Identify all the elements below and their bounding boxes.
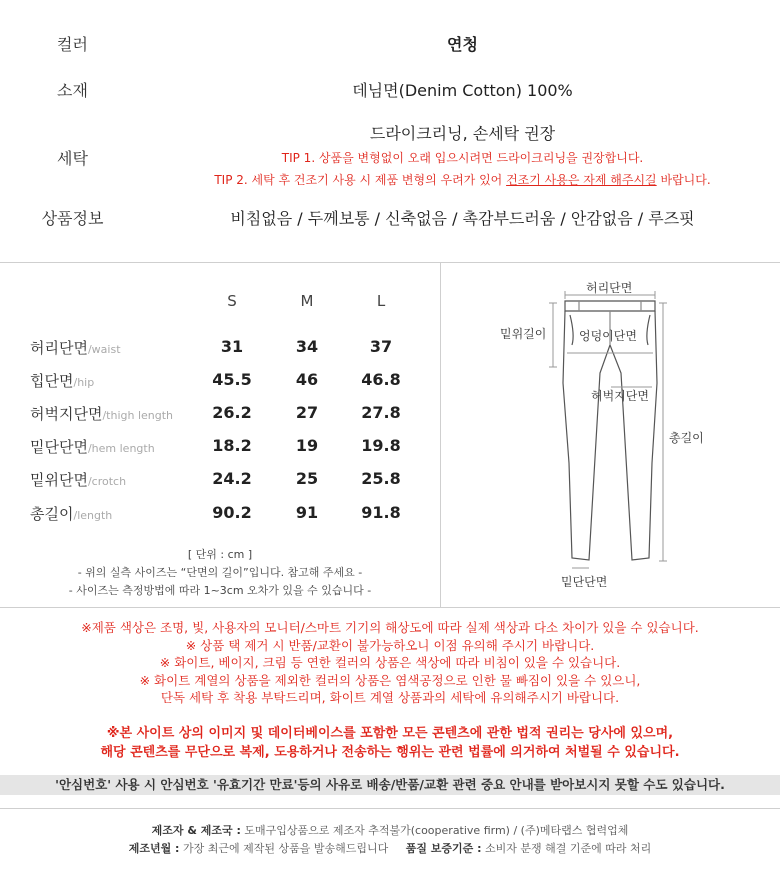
- size-row-label: [30, 503, 112, 524]
- date-value: 가장 최근에 제작된 상품을 발송해드립니다: [182, 842, 389, 855]
- size-value-l: 25.8: [361, 469, 401, 488]
- wash-tip-2-a: TIP 2. 세탁 후 건조기 사용 시 제품 변형의 우려가 있어: [214, 173, 507, 187]
- color-value: 연청: [447, 35, 478, 54]
- wash-tip-2-c: 바랍니다.: [656, 173, 711, 187]
- notice-wash: 단독 세탁 후 착용 부탁드리며, 화이트 계열 상품과의 세탁에 유의해주시기 바랍니다.: [160, 690, 620, 705]
- size-value-s: 18.2: [212, 436, 252, 455]
- footer-date-warranty: [0, 840, 780, 856]
- row-label-ko: 힙단면: [30, 372, 74, 390]
- date-label: 제조년월 :: [128, 842, 180, 855]
- warranty-label: 품질 보증기준 :: [405, 842, 482, 855]
- row-label-ko: 허리단면: [30, 339, 88, 357]
- size-header-s: S: [227, 292, 237, 310]
- size-value-s: 90.2: [212, 503, 252, 522]
- wash-tip-1: TIP 1. 상품을 변형없이 오래 입으시려면 드라이크리닝을 권장합니다.: [281, 151, 644, 165]
- notice-copyright-2: 해당 콘텐츠를 무단으로 복제, 도용하거나 전송하는 행위는 관련 법률에 의거하여 처벌될 수 있습니다.: [100, 745, 680, 760]
- size-value-s: 26.2: [212, 403, 252, 422]
- size-value-l: 37: [369, 337, 393, 356]
- size-header-l: L: [376, 292, 386, 310]
- diagram-label-length: 총길이: [669, 431, 704, 445]
- warranty-value: 소비자 분쟁 해결 기준에 따라 처리: [485, 842, 652, 855]
- product-value: 비침없음 / 두께보통 / 신축없음 / 촉감부드러움 / 안감없음 / 루즈핏: [230, 209, 695, 228]
- size-value-m: 27: [295, 403, 319, 422]
- size-row-label: [30, 403, 173, 424]
- size-row-length: [0, 503, 440, 527]
- pants-diagram: [441, 263, 780, 608]
- size-value-s: 45.5: [212, 370, 252, 389]
- size-value-s: 31: [220, 337, 244, 356]
- material-value: 데님면(Denim Cotton) 100%: [352, 81, 573, 100]
- size-row-label: [30, 469, 126, 490]
- row-label-en: /hip: [73, 376, 95, 389]
- size-value-l: 19.8: [361, 436, 401, 455]
- measure-note-1: - 위의 실측 사이즈는 “단면의 길이”입니다. 참고해 주세요 -: [77, 566, 363, 579]
- row-label-ko: 밑위단면: [30, 471, 88, 489]
- size-row-crotch: [0, 469, 440, 493]
- row-label-en: /hem length: [87, 442, 155, 455]
- row-label-en: /crotch: [87, 475, 127, 488]
- divider-bottom: [0, 607, 780, 608]
- maker-value: 도매구입상품으로 제조자 추적불가(cooperative firm) / (주)메타랩스 협력업체: [244, 824, 629, 837]
- size-row-label: [30, 370, 94, 391]
- size-value-m: 34: [295, 337, 319, 356]
- pants-outline: [441, 263, 780, 608]
- row-label-en: /waist: [87, 343, 121, 356]
- divider-footer: [0, 808, 780, 809]
- size-row-hem: [0, 436, 440, 460]
- measure-note-2: - 사이즈는 측정방법에 따라 1~3cm 오차가 있을 수 있습니다 -: [68, 584, 372, 597]
- notice-light-colors: ※ 화이트, 베이지, 크림 등 연한 컬러의 상품은 색상에 따라 비침이 있을 수 있습니다.: [159, 655, 621, 670]
- notice-tag: ※ 상품 택 제거 시 반품/교환이 불가능하오니 이점 유의해 주시기 바랍니다.: [185, 638, 595, 653]
- diagram-label-hip: 엉덩이단면: [579, 329, 637, 343]
- safe-number-notice: '안심번호' 사용 시 안심번호 '유효기간 만료'등의 사유로 배송/반품/교환 관련 중요 안내를 받아보시지 못할 수도 있습니다.: [0, 775, 780, 795]
- size-value-l: 27.8: [361, 403, 401, 422]
- size-value-l: 46.8: [361, 370, 401, 389]
- size-row-label: [30, 337, 121, 358]
- size-row-waist: [0, 337, 440, 361]
- row-label-ko: 허벅지단면: [30, 405, 103, 423]
- size-value-m: 19: [295, 436, 319, 455]
- diagram-label-hem: 밑단단면: [561, 575, 608, 589]
- size-row-thigh: [0, 403, 440, 427]
- material-label: 소재: [57, 81, 88, 100]
- size-row-label: [30, 436, 155, 457]
- size-value-m: 25: [295, 469, 319, 488]
- notice-color: ※제품 색상은 조명, 빛, 사용자의 모니터/스마트 기기의 해상도에 따라 실제 색상과 다소 차이가 있을 수 있습니다.: [81, 620, 699, 635]
- wash-tip-2: [145, 171, 780, 188]
- product-label: 상품정보: [41, 209, 104, 228]
- row-label-en: /thigh length: [102, 409, 174, 422]
- size-value-l: 91.8: [361, 503, 401, 522]
- diagram-label-rise: 밑위길이: [500, 327, 547, 341]
- color-label: 컬러: [57, 35, 88, 54]
- unit-note: [ 단위 : cm ]: [187, 548, 253, 561]
- row-label-en: /length: [73, 509, 113, 522]
- footer-maker: [0, 822, 780, 838]
- maker-label: 제조자 & 제조국 :: [151, 824, 241, 837]
- size-value-m: 46: [295, 370, 319, 389]
- row-label-ko: 총길이: [30, 505, 74, 523]
- notice-copyright-1: ※본 사이트 상의 이미지 및 데이터베이스를 포함한 모든 콘텐츠에 관한 법적 권리는 당사에 있으며,: [106, 726, 674, 741]
- notice-dye: ※ 화이트 계열의 상품을 제외한 컬러의 상품은 염색공정으로 인한 물 빠짐이 있을 수 있으니,: [139, 673, 641, 688]
- wash-tip-2-underlined: 건조기 사용은 자제 해주시길: [506, 173, 657, 187]
- wash-label: 세탁: [57, 149, 88, 168]
- size-value-m: 91: [295, 503, 319, 522]
- diagram-label-thigh: 허벅지단면: [591, 389, 649, 403]
- size-row-hip: [0, 370, 440, 394]
- size-header-m: M: [300, 292, 314, 310]
- wash-value: 드라이크리닝, 손세탁 권장: [369, 124, 556, 143]
- diagram-label-waist: 허리단면: [586, 281, 633, 295]
- row-label-ko: 밑단단면: [30, 438, 88, 456]
- size-value-s: 24.2: [212, 469, 252, 488]
